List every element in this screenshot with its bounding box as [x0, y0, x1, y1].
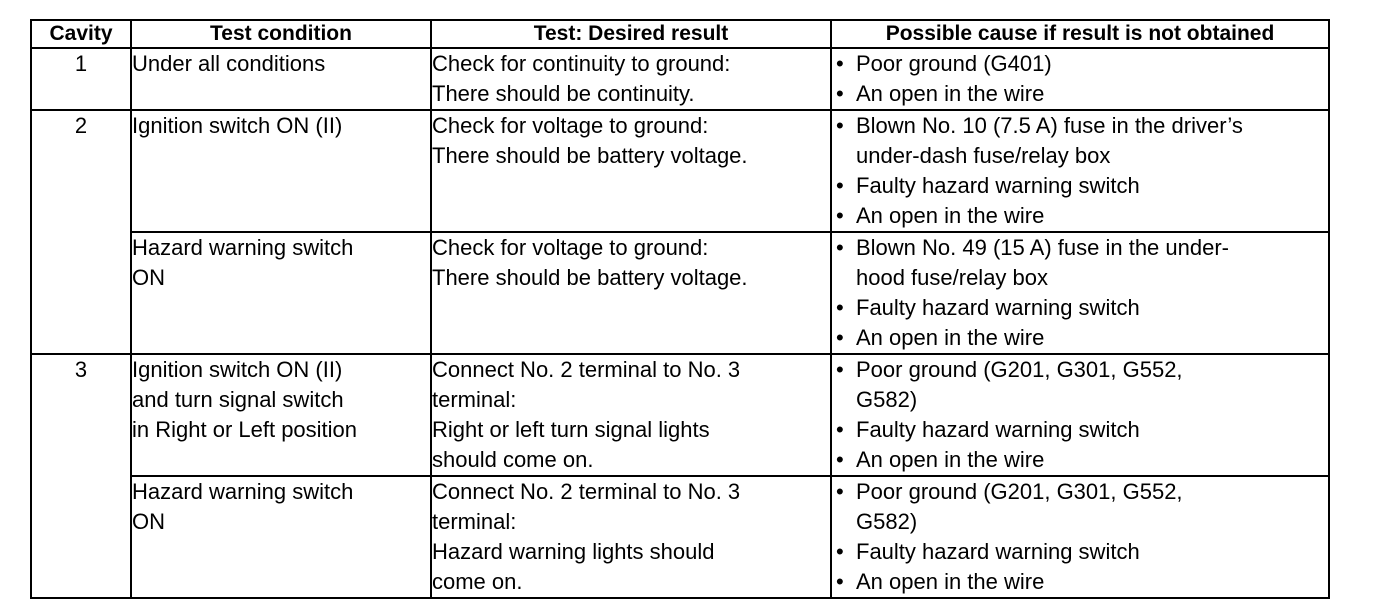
cause-item: • Faulty hazard warning switch [836, 539, 1140, 564]
test-condition-line: Ignition switch ON (II) [132, 113, 343, 138]
desired-result-cell [431, 476, 831, 598]
cause-item: • Blown No. 10 (7.5 A) fuse in the driver’s under-dash fuse/relay box [836, 113, 1243, 168]
possible-cause-cell [831, 354, 1329, 476]
possible-cause-cell [831, 48, 1329, 110]
test-condition-line: in Right or Left position [132, 417, 358, 442]
header-desired-result: Test: Desired result [431, 20, 831, 48]
cause-item: • Blown No. 49 (15 A) fuse in the under- hood fuse/relay box [836, 235, 1229, 290]
desired-result-line: terminal: [432, 509, 517, 534]
desired-result-line: Hazard warning lights should [432, 539, 715, 564]
test-condition-line: Hazard warning switch [132, 235, 354, 260]
header-cavity: Cavity [31, 20, 131, 48]
desired-result-line: Check for voltage to ground: [432, 235, 709, 260]
desired-result-line: There should be battery voltage. [432, 265, 748, 290]
cause-item: • Poor ground (G201, G301, G552, G582) [836, 357, 1183, 412]
test-condition-line: Hazard warning switch [132, 479, 354, 504]
possible-cause-cell [831, 110, 1329, 232]
test-condition-cell [131, 48, 431, 110]
cause-item: • Faulty hazard warning switch [836, 173, 1140, 198]
cause-item: • An open in the wire [836, 81, 1045, 106]
desired-result-line: Check for continuity to ground: [432, 51, 731, 76]
desired-result-line: come on. [432, 569, 523, 594]
test-condition-line: and turn signal switch [132, 387, 344, 412]
cause-item: • An open in the wire [836, 447, 1045, 472]
table-row [31, 110, 1329, 232]
table-row [31, 232, 1329, 354]
cause-item: • An open in the wire [836, 203, 1045, 228]
cavity-number: 1 [31, 48, 131, 110]
desired-result-line: Right or left turn signal lights [432, 417, 710, 442]
cavity-number: 3 [31, 354, 131, 598]
desired-result-cell [431, 354, 831, 476]
desired-result-line: There should be battery voltage. [432, 143, 748, 168]
desired-result-cell [431, 48, 831, 110]
desired-result-line: should come on. [432, 447, 594, 472]
table-header-row [31, 20, 1329, 48]
header-test-condition: Test condition [131, 20, 431, 48]
cavity-number: 2 [31, 110, 131, 354]
table-row [31, 48, 1329, 110]
desired-result-line: Check for voltage to ground: [432, 113, 709, 138]
cause-item: • Poor ground (G401) [836, 51, 1052, 76]
desired-result-line: Connect No. 2 terminal to No. 3 [432, 357, 741, 382]
desired-result-cell [431, 232, 831, 354]
table-row [31, 476, 1329, 598]
test-condition-line: ON [132, 509, 165, 534]
cause-item: • Poor ground (G201, G301, G552, G582) [836, 479, 1183, 534]
table-row [31, 354, 1329, 476]
test-condition-line: Under all conditions [132, 51, 326, 76]
cause-item: • An open in the wire [836, 569, 1045, 594]
cause-item: • Faulty hazard warning switch [836, 295, 1140, 320]
desired-result-cell [431, 110, 831, 232]
possible-cause-cell [831, 476, 1329, 598]
cause-item: • Faulty hazard warning switch [836, 417, 1140, 442]
test-condition-line: Ignition switch ON (II) [132, 357, 343, 382]
test-condition-cell [131, 354, 431, 476]
cause-item: • An open in the wire [836, 325, 1045, 350]
troubleshooting-table [30, 19, 1330, 599]
test-condition-cell [131, 110, 431, 232]
desired-result-line: Connect No. 2 terminal to No. 3 [432, 479, 741, 504]
header-possible-cause: Possible cause if result is not obtained [831, 20, 1329, 48]
desired-result-line: There should be continuity. [432, 81, 695, 106]
test-condition-cell [131, 476, 431, 598]
test-condition-line: ON [132, 265, 165, 290]
desired-result-line: terminal: [432, 387, 517, 412]
possible-cause-cell [831, 232, 1329, 354]
test-condition-cell [131, 232, 431, 354]
